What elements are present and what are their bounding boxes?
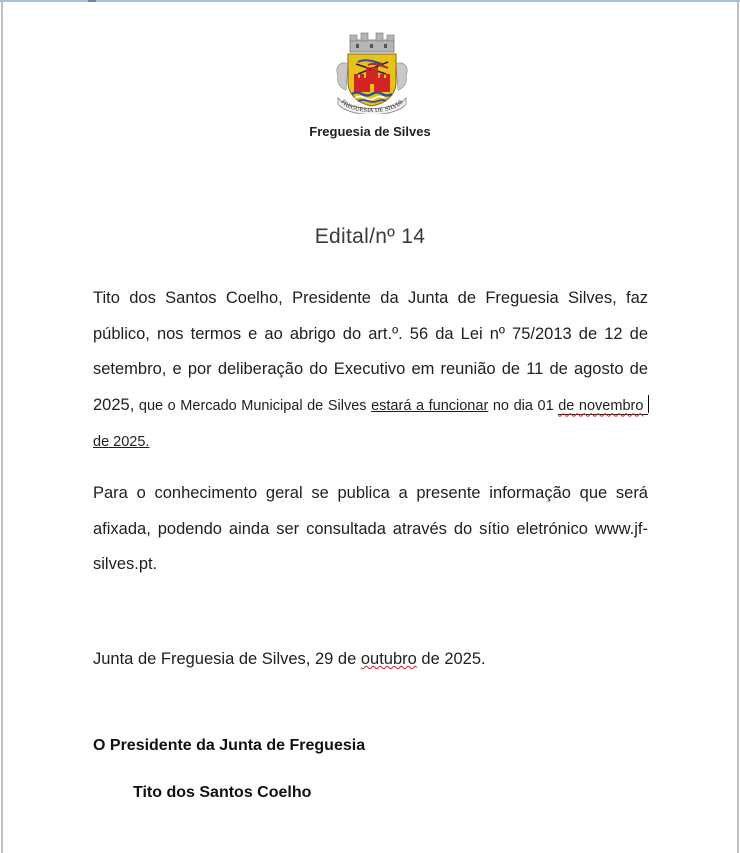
spellcheck-flag[interactable]: de novembro bbox=[558, 397, 644, 414]
crest-scroll-text: FREGUESIA DE SILVES bbox=[339, 99, 405, 114]
organization-name: Freguesia de Silves bbox=[309, 124, 431, 139]
signature-name: Tito dos Santos Coelho bbox=[133, 784, 312, 801]
underlined-text-month bbox=[558, 398, 648, 415]
document-title: Edital/nº 14 bbox=[314, 225, 426, 248]
paragraph-announcement[interactable] bbox=[93, 281, 648, 461]
announcement-text-b: que o Mercado Municipal de Silves bbox=[134, 397, 372, 414]
underlined-text-functioning: estará a funcionar bbox=[371, 397, 489, 414]
date-line[interactable] bbox=[93, 650, 486, 669]
date-line-year: de 2025. bbox=[416, 650, 486, 668]
date-line-text: Junta de Freguesia de Silves, 29 de bbox=[93, 650, 361, 668]
paragraph-publication[interactable]: Para o conhecimento geral se publica a presente informação que será afixada, podendo ainda ser consultada através do sítio eletrónico www.jf-silves.pt. bbox=[93, 484, 648, 573]
underlined-text-year: de 2025. bbox=[93, 434, 150, 450]
text-cursor bbox=[648, 395, 649, 413]
signature-role: O Presidente da Junta de Freguesia bbox=[93, 737, 366, 754]
announcement-text-c: no dia 01 bbox=[488, 397, 559, 414]
announcement-text-a: Tito dos Santos Coelho, Presidente da Junta de Freguesia Silves, faz público, nos termos e ao abrigo do art.º. 56 da Lei nº 75/2013 de 12 de setembro, e por deliberação do Executivo em reunião de 11 de agosto de 2025, bbox=[93, 289, 648, 414]
coat-of-arms-icon bbox=[332, 32, 412, 114]
spellcheck-flag-month[interactable]: outubro bbox=[360, 650, 417, 668]
